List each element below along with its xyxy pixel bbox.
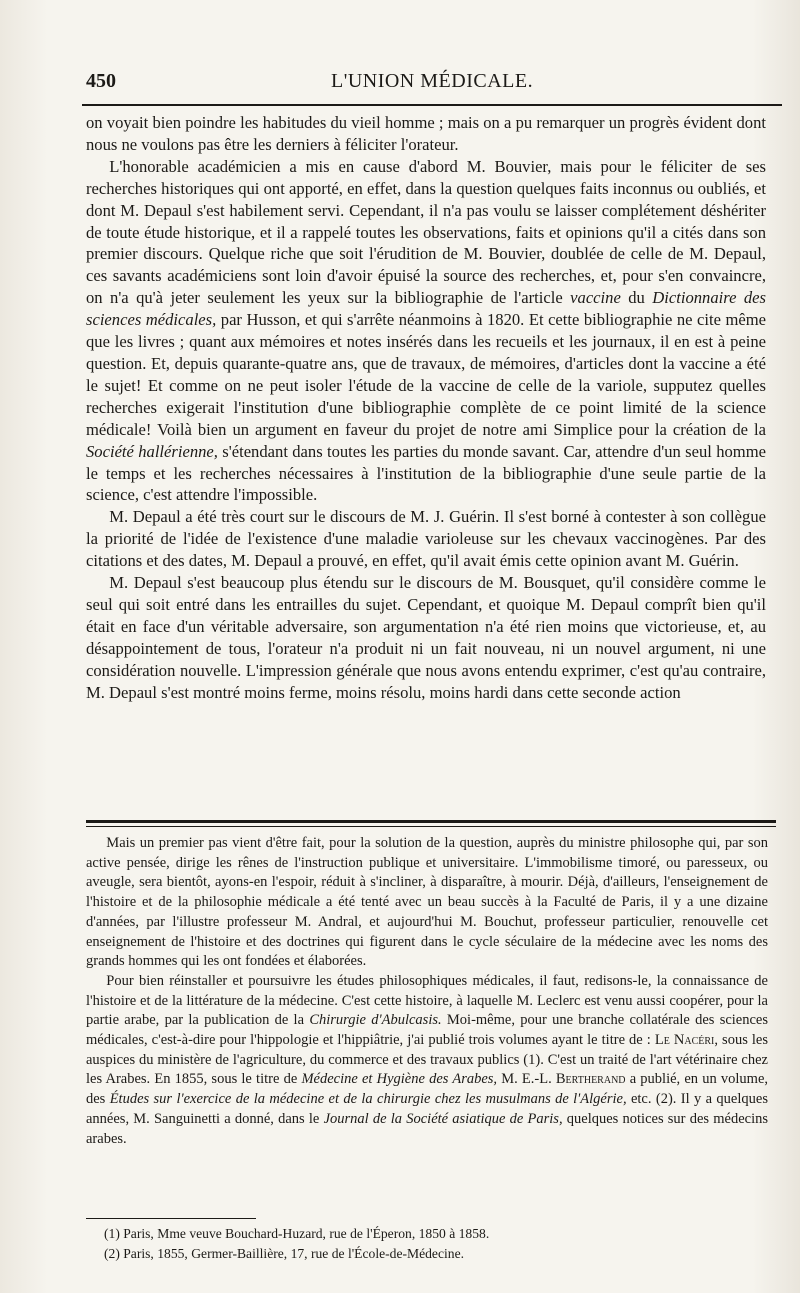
journal-name: Journal de la Société asiatique de Paris, — [323, 1110, 563, 1127]
text-run: s'étendant dans toutes les parties du monde savant. Car, attendre d'un seul homme le temps et les recherches nécessaires à l'institution de la bibliographie d'une seule partie de la science, c'est attendre l'impossible. — [86, 441, 766, 505]
journal-title: L'UNION MÉDICALE. — [331, 70, 534, 92]
society-name: Société hallérienne, — [86, 441, 218, 461]
text-run: etc. (2). Il y a quelques années, M. Sanguinetti a donné, dans le — [86, 1091, 768, 1127]
text-run: quelques notices sur des médecins arabes. — [86, 1110, 768, 1147]
feuilleton-paragraph-2 — [86, 972, 768, 1149]
author-name: Bertherand — [555, 1071, 626, 1088]
main-article — [86, 112, 766, 703]
text-run: sous les auspices du ministère de l'agriculture, du commerce et des travaux publics (1). C'est un traité de l'art vétérinaire chez les Arabes. En 1855, sous le titre de — [86, 1032, 768, 1088]
text-run: L'honorable académicien a mis en cause d'abord M. Bouvier, mais pour le féliciter de ses recherches historiques qui ont apporté, en effet, dans la question quelques faits inconnus ou oubliés, et dont M. Depaul s'est habilement servi. Cependant, il n'a pas voulu se laisser complétement déshériter de toute étude historique, et il a rappelé toutes les observations, faits et opinions qu'il a cités dans son premier discours. Quelque riche que soit l'érudition de M. Bouvier, doublée de celle de M. Depaul, ces savants académiciens sont loin d'avoir épuisé la source des recherches, et, pour s'en convaincre, on n'a qu'à jeter seulement les yeux sur la bibliographie de l'article — [86, 156, 766, 308]
page-header — [86, 66, 776, 100]
text-run: a publié, en un volume, des — [86, 1071, 769, 1108]
header-rule — [82, 104, 782, 106]
paragraph-bousquet: M. Depaul s'est beaucoup plus étendu sur le discours de M. Bousquet, qu'il considère comme le seul qui soit entré dans les entrailles du sujet. Cependant, et quoique M. Depaul comprît bien qu'il était en face d'un véritable adversaire, son argumentation n'a été rien moins que victorieuse, et, au désappointement de tous, l'orateur n'a produit ni un fait nouveau, ni un nouvel argument, ni une considération nouvelle. L'impression générale que nous avons entendu exprimer, c'est qu'au contraire, M. Depaul s'est montré moins ferme, moins résolu, moins hardi dans cette seconde action — [86, 573, 766, 702]
feuilleton-divider-thin — [86, 826, 776, 827]
paragraph-bouvier — [86, 156, 766, 507]
book-title: Médecine et Hygiène des Arabes, — [301, 1071, 498, 1088]
footnote-2: (2) Paris, 1855, Germer-Baillière, 17, rue de l'École-de-Médecine. — [104, 1246, 465, 1261]
text-run: Moi-même, pour une branche collatérale des sciences médicales, c'est-à-dire pour l'hippologie et l'hippiâtrie, j'ai publié trois volumes ayant le titre de : — [86, 1012, 769, 1049]
footnote-1: (1) Paris, Mme veuve Bouchard-Huzard, rue de l'Éperon, 1850 à 1858. — [104, 1226, 490, 1241]
text-run: Pour bien réinstaller et poursuivre les études philosophiques médicales, il faut, redisons-le, la connaissance de l'histoire et de la littérature de la médecine. C'est cette histoire, à laquelle M. Leclerc est venu aussi coopérer, pour la partie arabe, par la publication de la — [86, 972, 768, 1029]
feuilleton-paragraph-1: Mais un premier pas vient d'être fait, pour la solution de la question, auprès du ministre philosophe qui, par son active pensée, dirige les rênes de l'instruction publique et universitaire. L'immobilisme timoré, ou paresseux, ou aveugle, sera bientôt, ayons-en l'espoir, réduit à s'incliner, à disparaître, à mourir. Déjà, d'ailleurs, l'enseignement de l'histoire et de la philosophie médicale a été tenté avec un beau succès à la Faculté de Paris, il y a une dizaine d'années, par l'illustre professeur M. Andral, et aujourd'hui M. Bouchut, professeur particulier, renouvelle cet enseignement de l'histoire et des doctrines qui figurent dans le cycle séculaire de la médecine avec les noms des grands hommes qui les ont fondées et élaborées. — [86, 835, 768, 970]
italic-term: vaccine — [570, 288, 621, 308]
feuilleton-section — [86, 834, 768, 1149]
book-title: Études sur l'exercice de la médecine et de la chirurgie chez les musulmans de l'Algérie, — [109, 1091, 627, 1108]
text-run: M. E.-L. — [497, 1071, 556, 1088]
book-title: Dictionnaire des sciences médicales, — [86, 288, 767, 330]
feuilleton-divider — [86, 820, 776, 823]
text-run: du — [620, 288, 653, 308]
paragraph-continuation: on voyait bien poindre les habitudes du vieil homme ; mais on a pu remarquer un progrès évident dont nous ne voulons pas être les derniers à féliciter l'orateur. — [86, 113, 766, 154]
book-title-smallcaps: Le Nacéri, — [654, 1032, 718, 1049]
book-title: Chirurgie d'Abulcasis. — [309, 1012, 442, 1029]
paragraph-guerin: M. Depaul a été très court sur le discours de M. J. Guérin. Il s'est borné à contester à son collègue la priorité de l'idée de l'existence d'une maladie varioleuse sur les chevaux vaccinogènes. Par des citations et des dates, M. Depaul a prouvé, en effet, qu'il avait émis cette opinion avant M. Guérin. — [86, 507, 766, 571]
text-run: par Husson, et qui s'arrête néanmoins à 1820. Et cette bibliographie ne cite même que les livres ; quant aux mémoires et notes insérés dans les recueils et les journaux, il en est à peine question. Et, depuis quarante-quatre ans, que de travaux, de mémoires, d'articles dont la vaccine a été le sujet! Et comme on ne peut isoler l'étude de la vaccine de celle de la variole, supputez quelles recherches exigerait l'institution d'une bibliographie complète de ce point limité de la science médicale! Voilà bien un argument en faveur du projet de notre ami Simplice pour la création de la — [86, 310, 766, 439]
page-number: 450 — [86, 70, 116, 92]
footnote-rule — [86, 1218, 256, 1219]
footnotes — [104, 1224, 764, 1264]
